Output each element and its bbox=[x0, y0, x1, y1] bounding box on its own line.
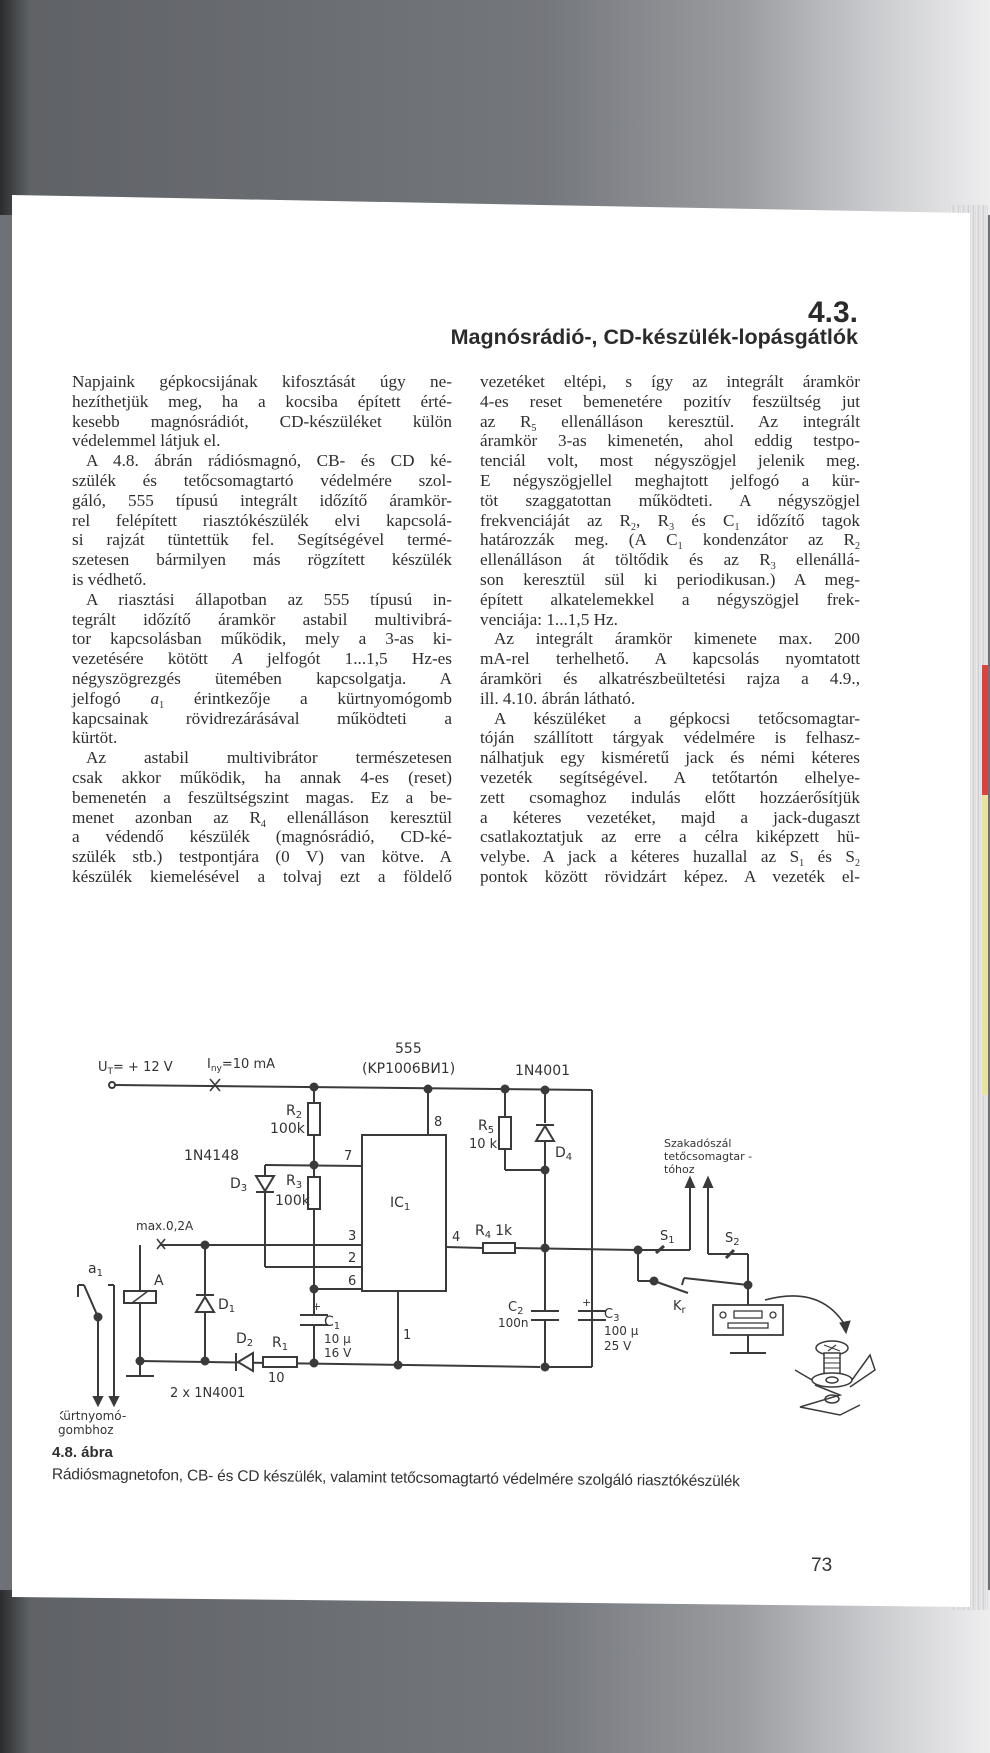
text-line: szülék stb.) testpontjára (0 V) van kötve. A bbox=[72, 847, 452, 867]
page-marker-tab bbox=[982, 665, 988, 795]
diode-d1 bbox=[196, 1297, 214, 1312]
text-line: határozzák meg. (A $C_1$ kondenzátor az $R_2$ bbox=[480, 530, 861, 553]
page-edge-tint bbox=[982, 795, 988, 1095]
text-line: ill. 4.10. ábrán látható. bbox=[480, 688, 636, 708]
text-line: zett csomaghoz indulás előtt hozzáerősítjük bbox=[480, 787, 860, 807]
arrow-down-icon bbox=[110, 1397, 118, 1405]
arrow-up-icon bbox=[704, 1178, 712, 1187]
ic-alt-label: (KP1006BИ1) bbox=[362, 1061, 456, 1077]
d4-label: $D_4$ bbox=[555, 1145, 573, 1163]
max-current-label: max.0,2A bbox=[136, 1219, 194, 1233]
diode-d2 bbox=[238, 1353, 253, 1371]
text-line: csatlakoztatjuk az erre a célra kiképzett hü- bbox=[480, 827, 860, 847]
measure-point-iny bbox=[210, 1079, 220, 1091]
text-line: kesebb magnósrádiót, CD-készüléket külön bbox=[72, 411, 452, 431]
ic1-box bbox=[362, 1135, 446, 1291]
c2-label: $C_2$ bbox=[508, 1300, 524, 1317]
text-line: áramköri és alkatrészbeültetési rajza a 4.9., bbox=[480, 668, 860, 688]
d3-type-label: 1N4148 bbox=[184, 1148, 240, 1164]
text-line: épített alkatelemekkel a négyszögjel frek- bbox=[480, 589, 860, 609]
ic-type-label: 555 bbox=[395, 1041, 422, 1057]
horn-label-1: Kürtnyomó- bbox=[60, 1409, 127, 1423]
c1-value: 10 µ bbox=[324, 1332, 351, 1346]
pin-8: 8 bbox=[434, 1115, 443, 1130]
diode-d4 bbox=[536, 1126, 554, 1141]
figure-number: 4.8. ábra bbox=[52, 1444, 113, 1461]
text-line: frekvenciáját az $R_2$, $R_3$ és $C_1$ időzítő tagok bbox=[480, 510, 861, 533]
supply-rail bbox=[109, 1082, 592, 1327]
scan-background-bottom bbox=[0, 1590, 990, 1753]
text-line: son keresztül sül ki periodikusan.) A meg- bbox=[480, 569, 860, 589]
page-number: 73 bbox=[811, 1555, 833, 1576]
text-line: pontok között rövidzárt képez. A vezeték el- bbox=[480, 866, 860, 886]
pin-6: 6 bbox=[348, 1274, 357, 1289]
r3-value: 100k bbox=[275, 1193, 310, 1209]
pin-3: 3 bbox=[348, 1229, 357, 1244]
resistor-r5 bbox=[499, 1117, 511, 1149]
text-line: vezetéket eltépi, s így az integrált áramkör bbox=[480, 372, 860, 391]
scan-background-top bbox=[0, 0, 990, 215]
pin-1: 1 bbox=[403, 1328, 412, 1343]
text-line: készülék kiemelésével a tolvaj ezt a földelő bbox=[72, 866, 452, 886]
kr-label: $K_r$ bbox=[673, 1299, 686, 1316]
text-line: gáló, 555 típusú integrált időzítő áramkör- bbox=[72, 490, 452, 510]
resistor-r1 bbox=[263, 1357, 297, 1367]
supply-label: $U_T= + 12$ V bbox=[98, 1060, 173, 1077]
text-line: nálhatjuk egy kisméretű jack és némi kéteres bbox=[480, 748, 860, 768]
circuit-schematic bbox=[60, 1035, 900, 1425]
text-line: az $R_5$ ellenálláson keresztül. Az integrált bbox=[480, 411, 860, 434]
text-line: vezetésére kötött A jelfogót 1...1,5 Hz-es bbox=[72, 649, 452, 669]
d4-type-label: 1N4001 bbox=[515, 1063, 571, 1079]
text-line: csak akkor működik, ha annak 4-es (reset) bbox=[72, 767, 452, 787]
text-line: védelemmel látjuk el. bbox=[72, 431, 221, 451]
d3-label: $D_3$ bbox=[230, 1176, 248, 1194]
resistor-r2 bbox=[308, 1103, 320, 1135]
text-line: vezeték segítségével. A tetőtartón elhelye- bbox=[480, 767, 860, 787]
pin-7: 7 bbox=[344, 1149, 353, 1164]
text-line: ellenálláson át töltődik és az $R_3$ ellenállá- bbox=[480, 550, 860, 573]
c1-plus: + bbox=[312, 1300, 322, 1313]
s2-label: $S_2$ bbox=[725, 1231, 740, 1248]
text-line: A készüléket a gépkocsi tetőcsomagtar- bbox=[494, 708, 860, 728]
text-line: tegrált időzítő áramkör astabil multivibrá- bbox=[72, 609, 452, 629]
text-line: jelfogó $a_1$ érintkezője a kürtnyomógomb bbox=[72, 688, 452, 711]
text-line: áramkör 3-as kimenetén, ahol eddig testpo- bbox=[480, 431, 860, 451]
text-line: mA-rel terhelhető. A kapcsolás nyomtatott bbox=[480, 649, 860, 669]
c3-plus: + bbox=[582, 1296, 592, 1309]
diode-d3 bbox=[256, 1176, 274, 1191]
supply-terminal bbox=[109, 1082, 115, 1088]
text-line: tor kapcsolásban működik, mely a 3-as ki- bbox=[72, 629, 452, 649]
d2-label: $D_2$ bbox=[236, 1331, 254, 1349]
c2-value: 100n bbox=[498, 1316, 529, 1330]
text-line: A riasztási állapotban az 555 típusú in- bbox=[86, 589, 452, 609]
pin-2: 2 bbox=[348, 1251, 357, 1266]
text-line: bemenetén a feszültségszint magas. Ez a be- bbox=[72, 787, 452, 807]
wire-label-3: tóhoz bbox=[664, 1163, 695, 1176]
text-line: a védendő készülék (magnósrádió, CD-ké- bbox=[72, 827, 452, 847]
text-line: is védhető. bbox=[72, 569, 147, 589]
c3-label: $C_3$ bbox=[604, 1307, 620, 1324]
node bbox=[542, 1167, 549, 1174]
text-line: menet azonban az $R_4$ ellenálláson keresztül bbox=[72, 807, 452, 830]
section-title: Magnósrádió-, CD-készülék-lopásgátlók bbox=[450, 325, 858, 349]
c1-voltage: 16 V bbox=[324, 1346, 352, 1360]
text-line: négyszögrezgés ütemében kapcsolgatja. A bbox=[72, 668, 452, 688]
r3-label: $R_3$ bbox=[286, 1173, 303, 1191]
text-line: rel felépített riasztókészülék elvi kapcsolá- bbox=[72, 510, 452, 530]
pin-4: 4 bbox=[452, 1230, 461, 1245]
r2-label: $R_2$ bbox=[286, 1103, 303, 1121]
text-line: szetesen bármilyen más rögzített készülék bbox=[72, 550, 452, 570]
text-line: A 4.8. ábrán rádiósmagnó, CB- és CD ké- bbox=[86, 451, 452, 471]
r1-label: $R_1$ bbox=[272, 1335, 289, 1353]
text-line: tóján szállított tárgyak védelmére is felhasz- bbox=[480, 728, 860, 748]
text-line: Az astabil multivibrátor természetesen bbox=[86, 748, 452, 768]
text-line: Napjaink gépkocsijának kifosztását úgy ne- bbox=[72, 372, 452, 391]
text-column-right bbox=[480, 372, 860, 887]
text-line: hezíthetjük meg, ha a kocsiba épített érté- bbox=[72, 391, 452, 411]
s1-label: $S_1$ bbox=[660, 1229, 675, 1246]
text-line: a kéteres vezetéket, majd a jack-dugaszt bbox=[480, 807, 860, 827]
car-radio-icon bbox=[713, 1305, 783, 1335]
arrow-down-icon bbox=[94, 1397, 102, 1405]
node bbox=[202, 1358, 209, 1365]
r5-label: $R_5$ bbox=[478, 1118, 495, 1136]
text-line: E négyszögjellel meghajtott jelfogó a kür- bbox=[480, 470, 860, 490]
r5-value: 10 k bbox=[469, 1137, 498, 1152]
text-line: tenciál volt, most négyszögjel jelenik meg. bbox=[480, 451, 860, 471]
text-line: Az integrált áramkör kimenete max. 200 bbox=[494, 629, 860, 649]
text-line: szülék és tetőcsomagtartó védelmére szol- bbox=[72, 470, 452, 490]
c1-label: $C_1$ bbox=[324, 1314, 341, 1332]
relay-label: A bbox=[154, 1273, 164, 1289]
r1-value: 10 bbox=[268, 1371, 285, 1386]
diodes-label: 2 x 1N4001 bbox=[170, 1386, 246, 1401]
text-column-left bbox=[72, 372, 452, 887]
horn-label-2: gombhoz bbox=[58, 1423, 114, 1437]
a1-label: $a_1$ bbox=[88, 1261, 103, 1279]
section-number: 4.3. bbox=[807, 296, 858, 329]
r4-label: $R_4$ 1k bbox=[475, 1223, 513, 1241]
text-line: 4-es reset bemenetére pozitív feszültség jut bbox=[480, 391, 860, 411]
ground-screw-icon bbox=[795, 1341, 875, 1415]
c3-voltage: 25 V bbox=[604, 1339, 632, 1353]
c3-value: 100 µ bbox=[604, 1324, 639, 1338]
text-line: kapcsainak rövidrezárásával működteti a bbox=[72, 708, 452, 728]
text-line: velybe. A jack a kéteres huzallal az $S_1$ és $S_2$ bbox=[480, 847, 860, 870]
iny-label: $I_{ny}=10$ mA bbox=[207, 1057, 275, 1074]
figure-caption: Rádiósmagnetofon, CB- és CD készülék, valamint tetőcsomagtartó védelmére szolgáló riasztókészülék bbox=[51, 1466, 740, 1491]
text-line: kürtöt. bbox=[72, 728, 118, 748]
text-line: venciája: 1...1,5 Hz. bbox=[480, 609, 618, 629]
arrow-up-icon bbox=[686, 1178, 694, 1187]
wire-label-1: Szakadószál bbox=[664, 1137, 732, 1150]
text-line: si rajzát tüntettük fel. Segítségével termé- bbox=[72, 530, 452, 550]
text-line: töt szaggatottan működteti. A négyszögjel bbox=[480, 490, 860, 510]
r2-value: 100k bbox=[270, 1121, 305, 1137]
ic1-label: $IC_1$ bbox=[390, 1195, 411, 1213]
wire-label-2: tetőcsomagtar - bbox=[664, 1150, 753, 1163]
resistor-r4 bbox=[483, 1243, 515, 1253]
d1-label: $D_1$ bbox=[218, 1297, 236, 1315]
